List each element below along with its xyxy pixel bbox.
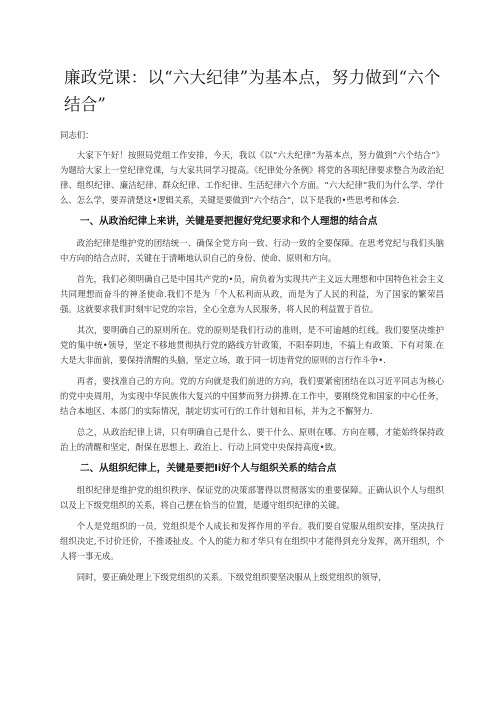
section-heading: 二、从组织纪律上，关键是要把Ii好个人与组织关系的结合点	[80, 463, 337, 474]
greeting: 同志们：	[60, 130, 94, 140]
section-heading: 一、从政治纪律上来讲，关键是要把握好党纪要求和个人理想的结合点	[80, 216, 378, 227]
body-paragraph: 总之，从政治纪律上讲，只有明确自己是什么、要干什么、原则在哪、方向在哪，才能始终保持政治上的清醒和坚定，酎保在思想上、政治上、行动上同党中央保持高度•致。	[60, 427, 444, 452]
body-paragraph: 个人是党组织的一员，党组织是个人成长和发挥作用的平台。我们要自觉服从组织安排，坚决执行组织决定,不讨价还价，不推诿扯皮。个人的能力和才华只有在组织中才能得到充分发挥，离开组织，个人将一事无成。	[60, 521, 444, 561]
body-paragraph: 其次，要明确自己的原则所在。党的原则是我们行动的准则，是不可逾越的红线。我们要坚决维护党的集中统•领导，坚定不移地贯彻执行党的路线方针政策，不阳奉阴违，不搞上有政策、下有对策.在大是大非面前，要保持清醒的头脑，坚定立场，敢于同一切违背党的原则的言行作斗争•.	[60, 325, 444, 365]
body-paragraph: 组织纪律是维护党的组织秩序、保证党的决策部署得以贯彻落实的重要保障。正确认识个人与组织以及上下级党组织的关系，将自己摆在恰当的位置，是遵守组织纪律的关键。	[60, 485, 444, 510]
body-paragraph: 同时，要正确处理上下级党组织的关系。下级党组织要坚决服从上级党组织的领导，	[76, 572, 387, 582]
body-paragraph: 首先，我们必须明确自己是中国共产党的•员，肩负着为实现共产主义远大理想和中国特色社会主义共同理想而奋斗的神圣使命.我们不是为「个人私利而从政，而是为了人民的利益，为了国家的繁荣昌强。这就要求我们时刻牢记党的宗旨，全心全意为人民服务，将人民的利益置于首位。	[60, 274, 444, 314]
document-title: 廉政党课：以“六大纪律”为基本点，努力做到“六个结合”	[64, 68, 441, 114]
body-paragraph: 政治纪律是维护党的团结统一、确保全党方向一致、行动一致的全要保障。在思考党纪与我们头脑中方向的结合点时，关键在于清晰地认识自己的身份、使命、原则和方向。	[60, 238, 444, 263]
document-body	[60, 148, 444, 585]
body-paragraph: 大家下午好！按照局党组工作安排，今天，我以《以“六大纪律”为基本点，努力做到“六个结合”》为题给大家上一堂纪律党课，与大家共同学习提高。《纪律处分条例》将党的各项纪律要求整合为政治纪律、组织纪律、廉洁纪律、群众纪律、工作纪律、生活纪律六个方面。“六大纪律”我们为什么学、学什么、怎么学，要弄清楚这•逻辑关系，关键是要做到“六个结合”，以下是我的•些思考和体会.	[60, 150, 444, 205]
body-paragraph: 再者，要找准自己的方向。党的方向就是我们前进的方向，我们要紧密团结在以习近平同志为核心的党中央周用，为实现中华民族伟大复兴的中国梦而努力拼搏.在工作中，要刚绕党和国家的中心任务，结合本地区、本部门的实际情况，制定切实可行的工作计划和目标，并为之不懈努力.	[60, 376, 444, 416]
